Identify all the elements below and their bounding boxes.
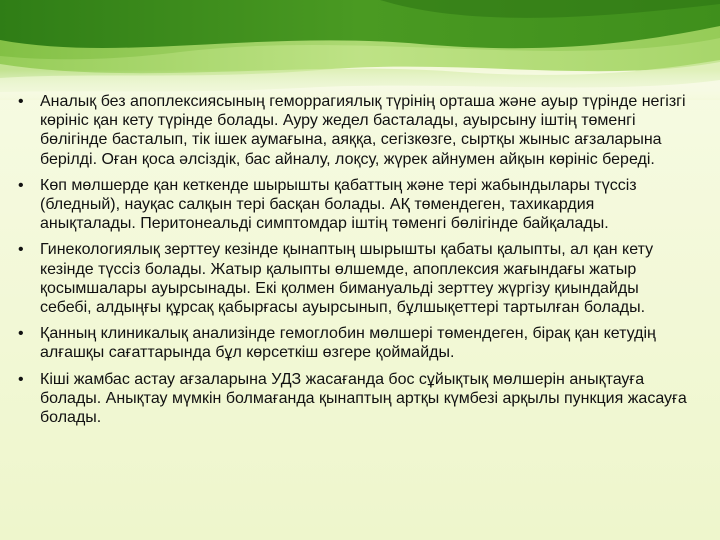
bullet-text: Кіші жамбас астау ағзаларына УДЗ жасағанда бос сұйықтық мөлшерін анықтауға болады. Анықтау мүмкін болмағанда қынаптың артқы күмбезі арқылы пункция жасауға болады. [40, 370, 687, 427]
bullet-dot-icon: • [18, 93, 24, 110]
bullet-text: Қанның клиникалық анализінде гемоглобин мөлшері төмендеген, бірақ қан кетудің алғашқы сағаттарында бұл көрсеткіш өзгере қоймайды. [40, 325, 656, 362]
bullet-list [14, 92, 694, 427]
bullet-text: Аналық без апоплексиясының геморрагиялық түрінің орташа және ауыр түрінде негізгі көрініс қан кету түрінде болады. Ауру жедел басталады, ауырсыну іштің төменгі бөлігінде басталып, тік ішек аумағына, аяққа, сегізкөзге, сыртқы жыныс ағзаларына берілді. Оған қоса әлсіздік, бас айналу, лоқсу, жүрек айнумен айқын көрініс береді. [40, 93, 686, 168]
bullet-item [14, 370, 694, 428]
bullet-dot-icon: • [18, 241, 24, 259]
decorative-banner [0, 0, 720, 100]
bullet-item [14, 92, 694, 169]
bullet-text: Көп мөлшерде қан кеткенде шырышты қабаттың және тері жабындылары түссіз (бледный), науқас салқын тері басқан болады. АҚ төмендеген, тахикардия анықталады. Перитонеальді симптомдар іштің төменгі бөлігінде байқалады. [40, 176, 637, 233]
bullet-text: Гинекологиялық зерттеу кезінде қынаптың шырышты қабаты қалыпты, ал қан кету кезінде түссіз болады. Жатыр қалыпты өлшемде, апоплексия жағындағы жатыр қосымшалары ауырсынады. Екі қолмен бимануальді зерттеу жүргізу қиындайды себебі, алдыңғы құрсақ қабырғасы ауырсынып, бұлшықеттері тартылған болады. [40, 241, 654, 317]
bullet-content [14, 92, 694, 434]
bullet-item [14, 176, 694, 234]
bullet-item [14, 324, 694, 362]
bullet-dot-icon: • [18, 325, 24, 343]
bullet-dot-icon: • [18, 176, 24, 194]
bullet-dot-icon: • [18, 370, 24, 388]
bullet-item [14, 240, 694, 317]
